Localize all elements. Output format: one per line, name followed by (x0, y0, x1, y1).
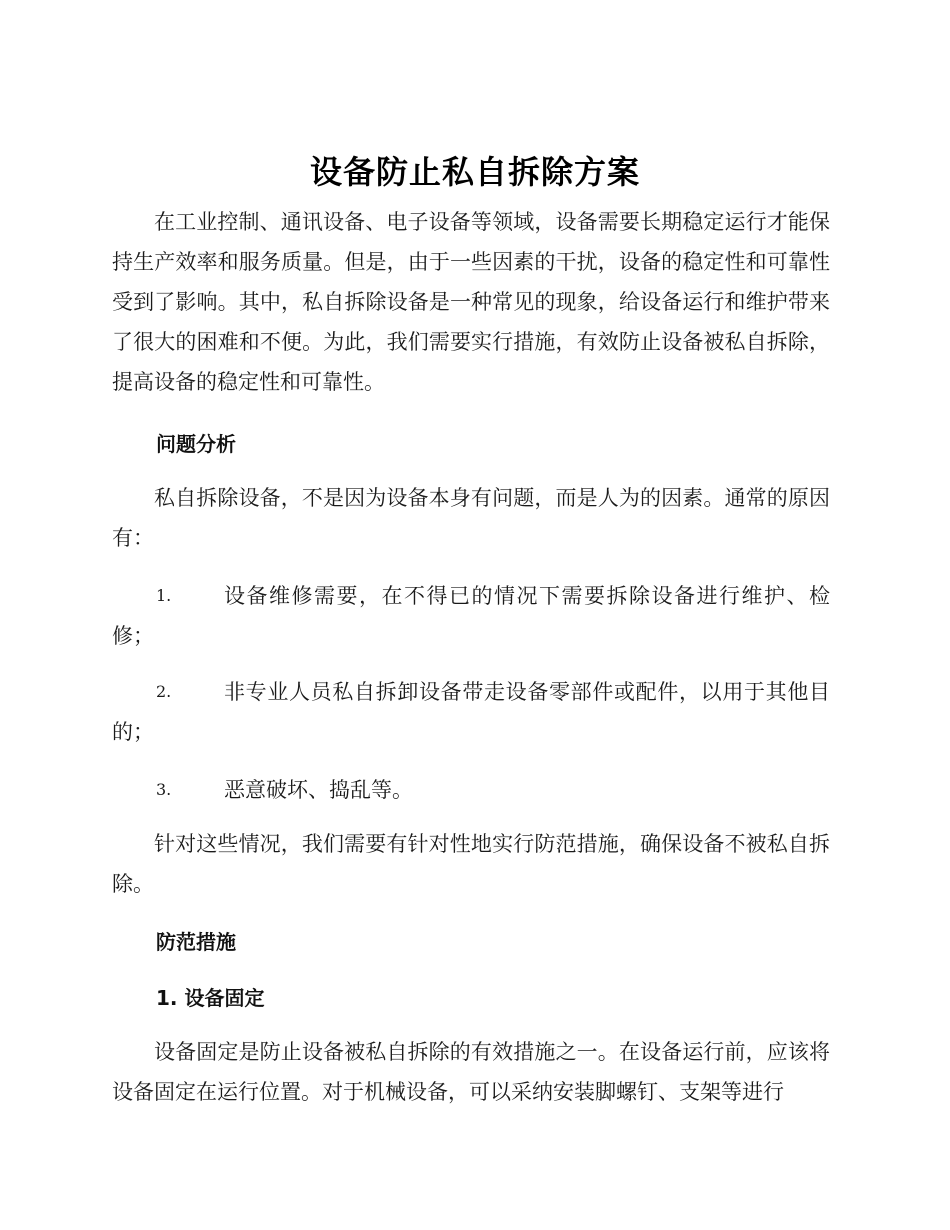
list-item-number: 2. (156, 682, 172, 701)
list-item (112, 672, 830, 752)
section-heading-problem-analysis: 问题分析 (156, 432, 236, 456)
conclusion-paragraph: 针对这些情况，我们需要有针对性地实行防范措施，确保设备不被私自拆除。 (112, 832, 830, 896)
list-item-text: 设备维修需要，在不得已的情况下需要拆除设备进行维护、检修； (112, 584, 830, 648)
list-item (112, 576, 830, 656)
list-item-number: 1. (156, 586, 172, 605)
list-item-number: 3. (156, 780, 172, 799)
list-item-text: 恶意破坏、捣乱等。 (224, 778, 413, 802)
section-heading-prevention-measures: 防范措施 (156, 930, 236, 954)
device-fixing-paragraph: 设备固定是防止设备被私自拆除的有效措施之一。在设备运行前，应该将设备固定在运行位置。对于机械设备，可以采纳安装脚螺钉、支架等进行 (112, 1040, 830, 1104)
list-item-text: 非专业人员私自拆卸设备带走设备零部件或配件，以用于其他目的； (112, 680, 830, 744)
list-item (112, 770, 830, 810)
problem-paragraph: 私自拆除设备，不是因为设备本身有问题，而是人为的因素。通常的原因有： (112, 486, 830, 550)
document-title: 设备防止私自拆除方案 (309, 153, 640, 191)
subsection-heading-device-fixing: 1. 设备固定 (156, 986, 265, 1010)
intro-paragraph: 在工业控制、通讯设备、电子设备等领域，设备需要长期稳定运行才能保持生产效率和服务质量。但是，由于一些因素的干扰，设备的稳定性和可靠性受到了影响。其中，私自拆除设备是一种常见的现象，给设备运行和维护带来了很大的困难和不便。为此，我们需要实行措施，有效防止设备被私自拆除，提高设备的稳定性和可靠性。 (112, 210, 830, 394)
